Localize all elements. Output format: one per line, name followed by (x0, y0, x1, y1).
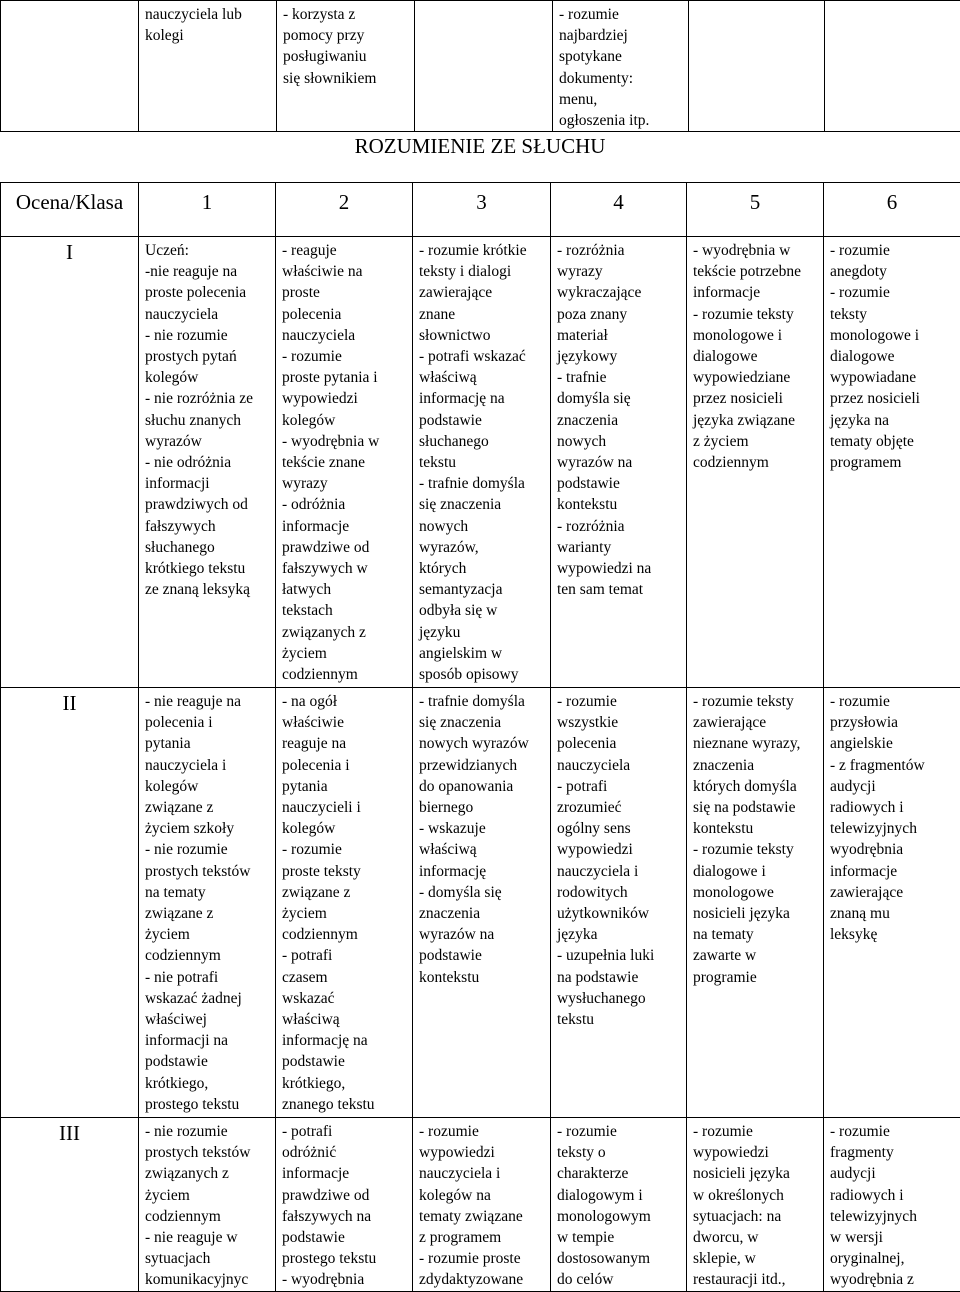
table-cell: - rozumie wszystkie polecenia nauczyciela - potrafi zrozumieć ogólny sens wypowiedzi nauczyciela i rodowitych użytkowników języka - uzupełnia luki na podstawie wysłuchanego tekstu (551, 688, 687, 1118)
table-row (1, 1118, 960, 1292)
grade-label: III (1, 1118, 139, 1292)
header-col-5: 5 (687, 183, 824, 237)
table-header-row (1, 183, 960, 237)
table-cell: - rozumie anegdoty - rozumie teksty monologowe i dialogowe wypowiadane przez nosicieli języka na tematy objęte programem (824, 237, 960, 688)
table-cell: - korzysta z pomocy przy posługiwaniu się słownikiem (277, 1, 415, 132)
table-row (1, 1, 960, 132)
grade-label: I (1, 237, 139, 688)
table-cell: - nie rozumie prostych tekstów związanych z życiem codziennym - nie reaguje w sytuacjach komunikacyjnyc (139, 1118, 276, 1292)
previous-section-table (0, 0, 960, 132)
table-cell: nauczyciela lub kolegi (139, 1, 277, 132)
table-cell: - rozumie najbardziej spotykane dokumenty: menu, ogłoszenia itp. (553, 1, 689, 132)
table-cell: - reaguje właściwie na proste polecenia nauczyciela - rozumie proste pytania i wypowiedzi kolegów - wyodrębnia w tekście znane wyrazy - odróżnia informacje prawdziwe od fałszywych w łatwych tekstach związanych z życiem codziennym (276, 237, 413, 688)
table-cell: Uczeń: -nie reaguje na proste polecenia nauczyciela - nie rozumie prostych pytań kolegów - nie rozróżnia ze słuchu znanych wyrazów - nie odróżnia informacji prawdziwych od fałszywych słuchanego krótkiego tekstu ze znaną leksyką (139, 237, 276, 688)
table-cell: - rozumie przysłowia angielskie - z fragmentów audycji radiowych i telewizyjnych wyodrębnia informacje zawierające znaną mu leksykę (824, 688, 960, 1118)
header-grade-class: Ocena/Klasa (1, 183, 139, 237)
table-cell: - nie reaguje na polecenia i pytania nauczyciela i kolegów związane z życiem szkoły - nie rozumie prostych tekstów na tematy związane z życiem codziennym - nie potrafi wskazać żadnej właściwej informacji na podstawie krótkiego, prostego tekstu (139, 688, 276, 1118)
table-cell: - rozumie wypowiedzi nauczyciela i kolegów na tematy związane z programem - rozumie proste zdydaktyzowane (413, 1118, 551, 1292)
table-cell: - rozumie teksty o charakterze dialogowym i monologowym w tempie dostosowanym do celów (551, 1118, 687, 1292)
header-col-1: 1 (139, 183, 276, 237)
table-cell: - rozumie wypowiedzi nosicieli języka w określonych sytuacjach: na dworcu, w sklepie, w restauracji itd., (687, 1118, 824, 1292)
table-cell: - potrafi odróżnić informacje prawdziwe od fałszywych na podstawie prostego tekstu - wyodrębnia (276, 1118, 413, 1292)
table-cell (1, 1, 139, 132)
table-cell: - rozumie fragmenty audycji radiowych i telewizyjnych w wersji oryginalnej, wyodrębnia z (824, 1118, 960, 1292)
table-cell: - rozróżnia wyrazy wykraczające poza znany materiał językowy - trafnie domyśla się znaczenia nowych wyrazów na podstawie kontekstu - rozróżnia warianty wypowiedzi na ten sam temat (551, 237, 687, 688)
grade-label: II (1, 688, 139, 1118)
table-cell: - wyodrębnia w tekście potrzebne informacje - rozumie teksty monologowe i dialogowe wypowiedziane przez nosicieli języka związane z życiem codziennym (687, 237, 824, 688)
table-cell (825, 1, 960, 132)
table-cell: - na ogół właściwie reaguje na polecenia i pytania nauczycieli i kolegów - rozumie proste teksty związane z życiem codziennym - potrafi czasem wskazać właściwą informację na podstawie krótkiego, znanego tekstu (276, 688, 413, 1118)
header-col-4: 4 (551, 183, 687, 237)
section-title: ROZUMIENIE ZE SŁUCHU (0, 132, 960, 160)
table-row (1, 237, 960, 688)
table-cell (415, 1, 553, 132)
table-row (1, 688, 960, 1118)
header-col-3: 3 (413, 183, 551, 237)
header-col-2: 2 (276, 183, 413, 237)
table-cell: - rozumie krótkie teksty i dialogi zawierające znane słownictwo - potrafi wskazać właściwą informację na podstawie słuchanego tekstu - trafnie domyśla się znaczenia nowych wyrazów, których semantyzacja odbyła się w języku angielskim w sposób opisowy (413, 237, 551, 688)
table-cell: - trafnie domyśla się znaczenia nowych wyrazów przewidzianych do opanowania biernego - wskazuje właściwą informację - domyśla się znaczenia wyrazów na podstawie kontekstu (413, 688, 551, 1118)
header-col-6: 6 (824, 183, 960, 237)
table-cell: - rozumie teksty zawierające nieznane wyrazy, znaczenia których domyśla się na podstawie kontekstu - rozumie teksty dialogowe i monologowe nosicieli języka na tematy zawarte w programie (687, 688, 824, 1118)
grading-table (0, 182, 960, 1292)
table-cell (689, 1, 825, 132)
